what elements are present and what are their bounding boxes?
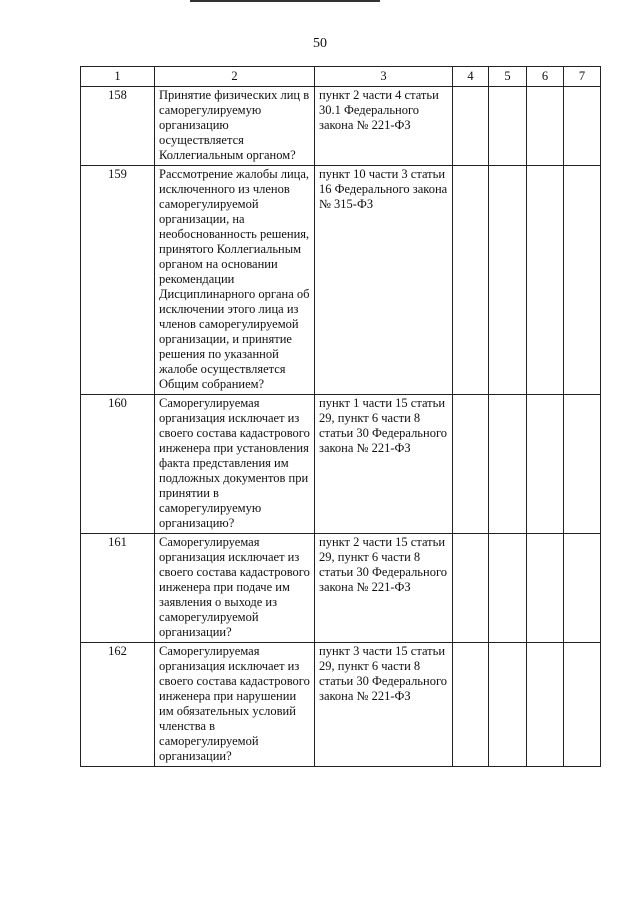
cell-col-7 <box>564 395 601 534</box>
cell-col-7 <box>564 166 601 395</box>
header-col-4: 4 <box>453 67 489 87</box>
row-number: 159 <box>81 166 155 395</box>
cell-col-7 <box>564 643 601 767</box>
page-number: 50 <box>313 36 327 51</box>
table-row <box>81 166 601 395</box>
cell-col-4 <box>453 534 489 643</box>
row-question: Саморегулируемая организация исключает из своего состава кадастрового инженера при подаче им заявления о выходе из саморегулируемой организации? <box>155 534 315 643</box>
cell-col-5 <box>489 87 527 166</box>
row-question: Принятие физических лиц в саморегулируемую организацию осуществляется Коллегиальным органом? <box>155 87 315 166</box>
row-number: 158 <box>81 87 155 166</box>
row-reference: пункт 10 части 3 статьи 16 Федерального закона № 315-ФЗ <box>315 166 453 395</box>
cell-col-5 <box>489 643 527 767</box>
cell-col-4 <box>453 166 489 395</box>
table-row <box>81 534 601 643</box>
header-col-6: 6 <box>527 67 564 87</box>
header-col-5: 5 <box>489 67 527 87</box>
row-question: Саморегулируемая организация исключает из своего состава кадастрового инженера при нарушении им обязательных условий членства в саморегулируемой организации? <box>155 643 315 767</box>
cell-col-6 <box>527 87 564 166</box>
cell-col-6 <box>527 643 564 767</box>
checklist-table <box>80 66 601 767</box>
row-reference: пункт 3 части 15 статьи 29, пункт 6 части 8 статьи 30 Федерального закона № 221-ФЗ <box>315 643 453 767</box>
table-row <box>81 643 601 767</box>
row-number: 161 <box>81 534 155 643</box>
cell-col-6 <box>527 166 564 395</box>
row-question: Саморегулируемая организация исключает из своего состава кадастрового инженера при установления факта представления им подложных документов при принятии в саморегулируемую организацию? <box>155 395 315 534</box>
header-col-7: 7 <box>564 67 601 87</box>
cell-col-4 <box>453 643 489 767</box>
header-row <box>81 67 601 87</box>
cell-col-4 <box>453 87 489 166</box>
row-reference: пункт 1 части 15 статьи 29, пункт 6 части 8 статьи 30 Федерального закона № 221-ФЗ <box>315 395 453 534</box>
row-number: 162 <box>81 643 155 767</box>
top-rule <box>190 0 380 2</box>
cell-col-5 <box>489 395 527 534</box>
table-row <box>81 395 601 534</box>
header-col-2: 2 <box>155 67 315 87</box>
row-question: Рассмотрение жалобы лица, исключенного из членов саморегулируемой организации, на необоснованность решения, принятого Коллегиальным органом на основании рекомендации Дисциплинарного органа об исключении этого лица из членов саморегулируемой организации, и принятие решения по указанной жалобе осуществляется Общим собранием? <box>155 166 315 395</box>
row-number: 160 <box>81 395 155 534</box>
cell-col-6 <box>527 395 564 534</box>
table-row <box>81 87 601 166</box>
row-reference: пункт 2 части 15 статьи 29, пункт 6 части 8 статьи 30 Федерального закона № 221-ФЗ <box>315 534 453 643</box>
cell-col-7 <box>564 534 601 643</box>
cell-col-5 <box>489 166 527 395</box>
header-col-1: 1 <box>81 67 155 87</box>
header-col-3: 3 <box>315 67 453 87</box>
cell-col-7 <box>564 87 601 166</box>
row-reference: пункт 2 части 4 статьи 30.1 Федерального закона № 221-ФЗ <box>315 87 453 166</box>
cell-col-6 <box>527 534 564 643</box>
cell-col-5 <box>489 534 527 643</box>
cell-col-4 <box>453 395 489 534</box>
